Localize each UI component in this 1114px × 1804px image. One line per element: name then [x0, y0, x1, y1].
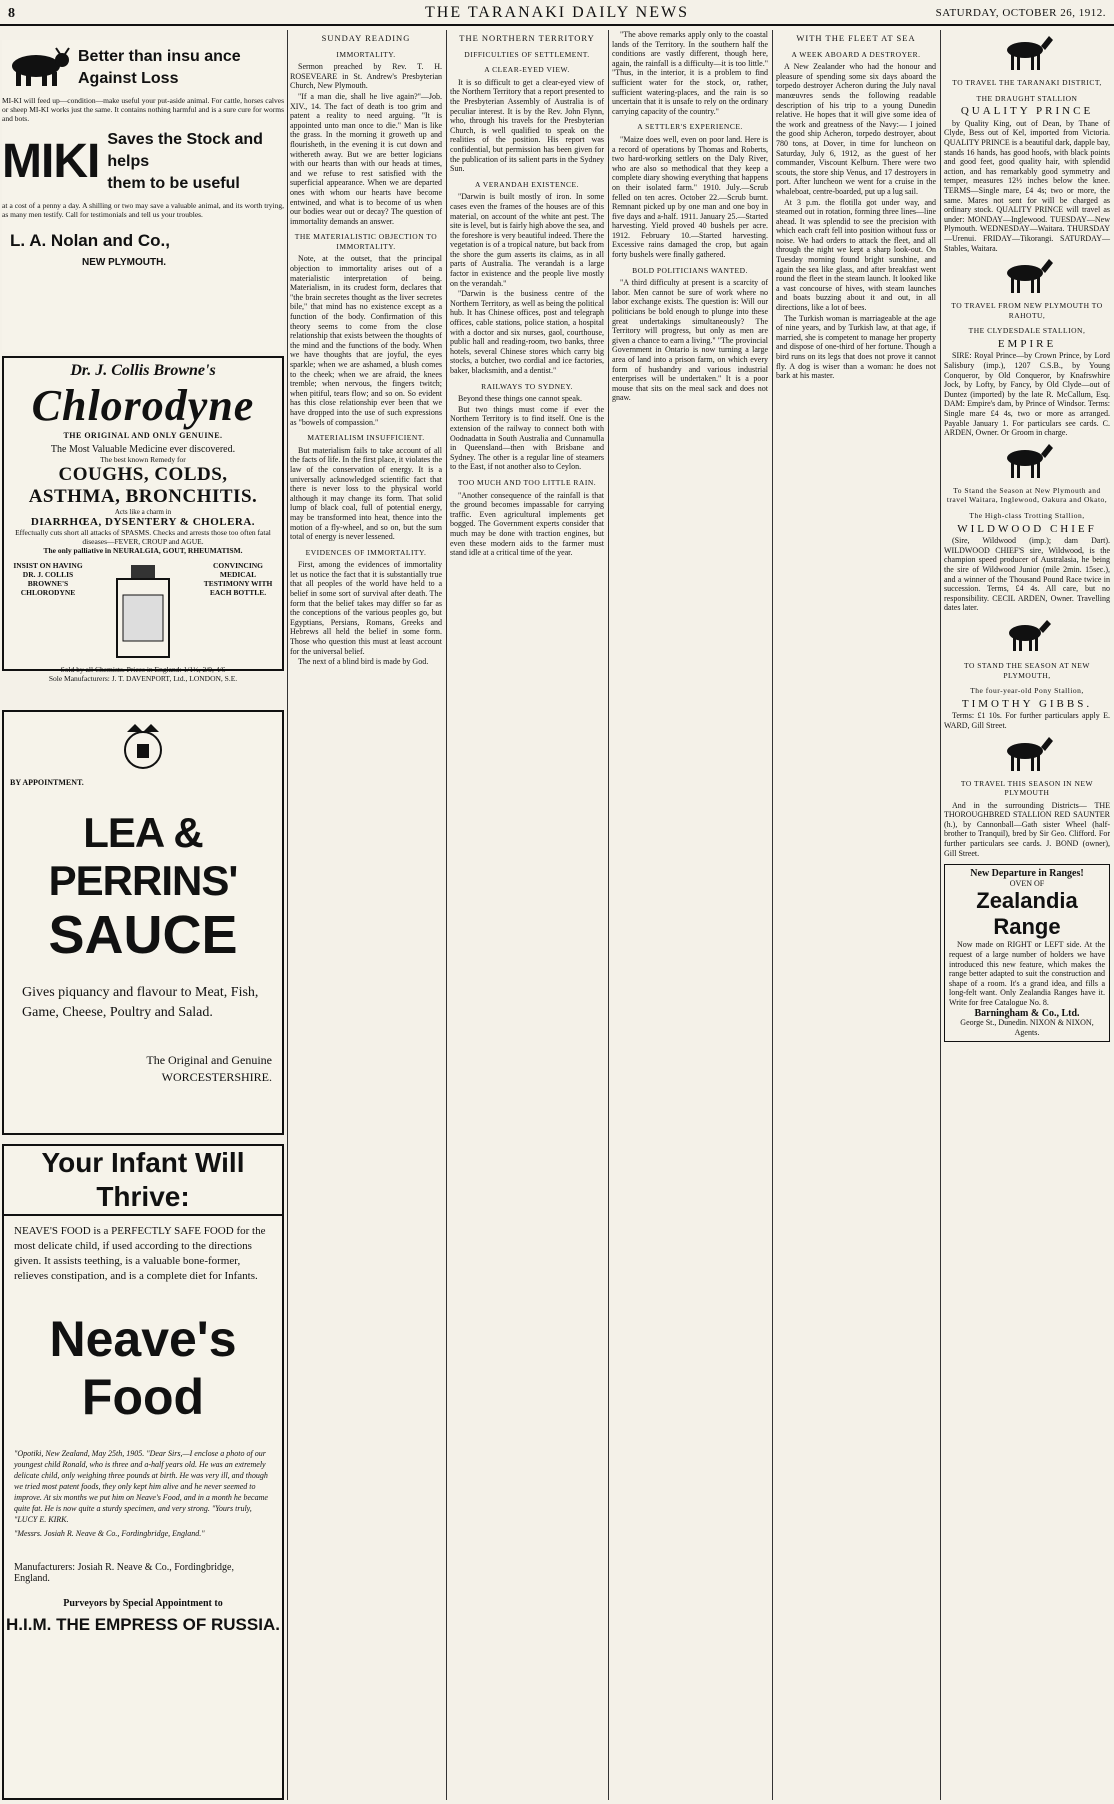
stallion-ad-heading: TO TRAVEL FROM NEW PLYMOUTH TO RAHOTU, [951, 301, 1103, 320]
stallion-ad-heading: To Stand the Season at New Plymouth and travel Waitara, Inglewood, Oakura and Okato, [946, 485, 1108, 505]
lea-perrins-description: Gives piquancy and flavour to Meat, Fish, Game, Cheese, Poultry and Salad. [22, 985, 259, 1020]
stallion-ad-text: SIRE: Royal Prince—by Crown Prince, by Lord Salisbury (imp.), 1207 C.S.B., by Young Conqueror, by Old Conqueror, by Knafrswhire Jock, by Lofty, by Fancy, by Old Clyde—out of Duntez (imported) by the late R. McCallum, Esq. DAM: Empire's dam, by Prince of Windsor. Terms: Single mare £4 4s, two or more as arranged. Payable January 1. For particulars see cards. C. ARDEN, Owner. Or Groom in charge. [944, 351, 1110, 438]
bottle-icon [95, 561, 191, 661]
pony-icon [997, 617, 1057, 655]
column-northern-territory [450, 30, 604, 1800]
column-fleet-at-sea [776, 30, 936, 1800]
article-paragraph: First, among the evidences of immortality let us notice the fact that it is substantially true that all peoples of the world have held to a belief in some sort of survival after death. The form that the belief takes may differ so far as the conceptions of the various peoples go, but Egyptians, Persians, Romans, Greeks and Hebrews all held the belief in some form. Those who question this must at least account for the universal belief. [290, 560, 442, 656]
advertisements-column [2, 30, 284, 1800]
stallion-name: TIMOTHY GIBBS. [961, 697, 1093, 710]
chlorodyne-maker: Sole Manufacturers: J. T. DAVENPORT, Ltd., LONDON, S.E. [48, 674, 238, 683]
article-title: DIFFICULTIES OF SETTLEMENT. [464, 49, 590, 59]
neave-headline: Your Infant Will Thrive: [4, 1146, 282, 1216]
horse-icon [997, 442, 1057, 480]
section-heading: WITH THE FLEET AT SEA [796, 33, 916, 43]
chlorodyne-line-1: COUGHS, COLDS, [58, 464, 228, 485]
article-title: A WEEK ABOARD A DESTROYER. [791, 49, 921, 59]
article-paragraph: "If a man die, shall he live again?"—Job. XIV., 14. The fact of death is too grim and patent a reality to need arguing. "It is appointed unto man once to die." Man is like the grass. In the morning it groweth up and flourisheth, in the evening it is cut down and withereth away. But we are better logicians with our hearts than with our heads at times, and we refuse to rest satisfied with the superficial appearance. When we are departed ones with whom our hearts have become entwined, and what is to become of us when our bodies wear out or decay? The question of immortality demands an answer. [290, 91, 442, 226]
miki-firm: L. A. Nolan and Co., [10, 231, 170, 250]
stallion-name: QUALITY PRINCE [960, 105, 1094, 118]
range-ad-oven: OVEN OF [1009, 878, 1045, 888]
article-paragraph: A New Zealander who had the honour and pleasure of spending some six days aboard the torpedo destroyer Acheron during the July naval manœuvres sends the following readable description of his trip to a young Dunedin relative. He hopes that it will give some idea of the work and greatness of the Navy:— I joined the good ship Acheron, torpedo destroyer, about 780 tons, at Dover, in time for luncheon on Saturday, July 6, 1912, as the guest of her commander, Viscount Kelburn. There were two scouts, the store ship Venus, and 17 destroyers in port. After luncheon we went for a cruise in the whaleboat, centre-boarded, put up a lug sail. [776, 62, 936, 196]
chlorodyne-convincing: CONVINCING MEDICAL TESTIMONY WITH EACH BOTTLE. [203, 561, 273, 597]
chlorodyne-best: The best known Remedy for [100, 455, 186, 464]
column-rule [446, 30, 447, 1800]
article-paragraph: "Darwin is built mostly of iron. In some cases even the frames of the houses are of this material, on account of the white ant pest. The site is level, but is fairly high above the sea, and the foreshore is very beautiful indeed. There the vegetation is of a tropical nature, but back from the shore the gum asserts its claims, as in all parts of Australia. The verandah is a large factor in existence and the people live mostly on the verandah." [450, 192, 604, 288]
stallion-ad-subheading: The four-year-old Pony Stallion, [970, 686, 1084, 696]
miki-brand: MIKI [2, 135, 100, 188]
stallion-ad-heading: TO STAND THE SEASON AT NEW PLYMOUTH, [964, 660, 1090, 680]
chlorodyne-line-2: ASTHMA, BRONCHITIS. [28, 486, 258, 507]
stallion-ad-subheading: THE CLYDESDALE STALLION, [968, 326, 1086, 336]
horse-icon [997, 257, 1057, 295]
column-rule [287, 30, 288, 1800]
appointment-label: BY APPOINTMENT. [10, 778, 84, 787]
sauce-title: SAUCE [48, 905, 238, 965]
stallion-ad-subheading: The High-class Trotting Stallion, [969, 511, 1085, 520]
miki-tagline-2: them to be useful [107, 175, 240, 192]
masthead [0, 0, 1114, 26]
neaves-food-advert [2, 1144, 284, 1800]
range-ad-name: Zealandia Range [976, 888, 1078, 940]
royal-crest-icon [113, 720, 173, 776]
range-ad-text: Now made on RIGHT or LEFT side. At the request of a large number of holders we have introduced this new feature, which makes the range better adapted to suit the construction and shape of a room. It's a grand idea, and fills a long-felt want. Only Zealandia Ranges have it. Write for free Catalogue No. 8. [949, 940, 1105, 1007]
column-rule [608, 30, 609, 1800]
chlorodyne-checks: Effectually cuts short all attacks of SPASMS. Checks and arrests those too often fatal diseases—FEVER, CROUP and AGUE. [15, 528, 271, 546]
lea-perrins-title: LEA & PERRINS' [48, 809, 238, 904]
article-subheading: A SETTLER'S EXPERIENCE. [637, 122, 743, 132]
article-paragraph: Beyond these things one cannot speak. [458, 394, 582, 404]
range-ad-address: George St., Dunedin. NIXON & NIXON, Agents. [960, 1018, 1094, 1037]
stallion-name: WILDWOOD CHIEF [957, 522, 1097, 535]
article-paragraph: "A third difficulty at present is a scarcity of labor. Men cannot be sure of work where no labor exchange exists. The question is: Will our politicians be bold enough to plunge into these great undertakings simultaneously? The Territory will progress, but only as men are given a chance to earn a living." "The provincial Government in Ontario is now turning a large area of land into a prison farm, on which every form of husbandry and various industrial enterprises will be undertaken." It is a poor mouse that sits on the meal sack and does not gnaw. [612, 278, 768, 403]
article-paragraph: "Maize does well, even on poor land. Here is a record of operations by Thomas and Roberts, two hard-working settlers on the Daly River, who are also so methodical that they keep a complete diary showing everything that happens on their isolated farm." 1910. July.—Scrub felled on ten acres. October 22.—Scrub burnt. Remnant picked up by one man and one boy in five days and a-half. 1911. January 25.—Started harvesting. Yield proved 40 bushels per acre. 1912. February 10.—Started harvesting. Excessive rains damaged the crop, but again forty bushels were finally gathered. [612, 134, 768, 260]
article-subheading: THE MATERIALISTIC OBJECTION TO IMMORTALITY. [294, 232, 438, 251]
stallion-name: EMPIRE [997, 337, 1057, 350]
lea-perrins-worcestershire: WORCESTERSHIRE. [161, 1070, 272, 1084]
miki-body: at a cost of a penny a day. A shilling or two may save a valuable animal, and its worth trying, as many men testify. Call for testimonials and tell us your troubles. [2, 201, 284, 219]
stallion-ad-text: (Sire, Wildwood (imp.); dam Dart). WILDWOOD CHIEF'S sire, Wildwood, is the champion speed producer of Australasia, he being the sire of Wildwood Junior (mile 2min. 15sec.), and a winner of the Thousand Pound Race twice in succession. Terms, £4 4s. All care, but no responsibility. CECIL ARDEN, Owner. Travelling dates later. [944, 536, 1110, 613]
lea-perrins-original: The Original and Genuine [146, 1053, 272, 1067]
chlorodyne-charm: Acts like a charm in [114, 508, 172, 516]
stallion-ad-subheading: THE DRAUGHT STALLION [976, 93, 1078, 103]
article-subheading: BOLD POLITICIANS WANTED. [632, 265, 748, 275]
chlorodyne-sold: Sold by all Chemists. Prices in England: 1/1½, 2/9, 4/6 [60, 665, 226, 674]
miki-advert [2, 40, 284, 352]
range-ad-heading: New Departure in Ranges! [970, 868, 1084, 880]
chlorodyne-insist: INSIST ON HAVING DR. J. COLLIS BROWNE'S CHLORODYNE [13, 561, 83, 597]
stallion-ad-heading: TO TRAVEL THIS SEASON IN NEW PLYMOUTH [960, 778, 1094, 798]
chlorodyne-palliative: The only palliative in NEURALGIA, GOUT, RHEUMATISM. [43, 546, 243, 555]
section-heading: THE NORTHERN TERRITORY [459, 33, 595, 43]
chlorodyne-brand: Dr. J. Collis Browne's [70, 362, 216, 379]
miki-headline-1: Better than insu ance [78, 48, 241, 65]
neave-body: NEAVE'S FOOD is a PERFECTLY SAFE FOOD for the most delicate child, if used according to the directions given. It assists teething, is a valuable bone-former, relieves constipation, and is a complete diet for Infants. [14, 1225, 266, 1282]
article-paragraph: At 3 p.m. the flotilla got under way, and steamed out in rotation, forming three lines—line ahead. It was splendid to see the precision with which each craft fell into position without fuss or noise. We had orders to attack the fleet, and all through the night we kept a sharp look-out. On Tuesday morning found bright sunshine, and again the sea like glass, and after breakfast went round the fleet in the steam launch. It looked like a vast concourse of hives, with steam launches and boats buzzing about it and out, in all directions, like a lot of bees. [776, 197, 936, 313]
column-sunday-reading [290, 30, 442, 1800]
horse-icon [997, 735, 1057, 773]
section-heading: SUNDAY READING [321, 33, 411, 43]
neave-brand: Neave's Food [49, 1311, 237, 1425]
chlorodyne-subtitle: THE ORIGINAL AND ONLY GENUINE. [63, 431, 223, 440]
article-byline: Sermon preached by Rev. T. H. ROSEVEARE in St. Andrew's Presbyterian Church, New Plymouth. [290, 62, 442, 91]
neave-address: "Messrs. Josiah R. Neave & Co., Fordingbridge, England." [14, 1529, 205, 1538]
article-paragraph: It is so difficult to get a clear-eyed view of the Northern Territory that a report presented to the Presbyterian Assembly of Australia is of peculiar interest. It is by the Rev. John Flynn, who, through his travels for the Presbyterian Church, is well qualified to speak on the realities of the position. His report was confidential, but permission has been given for the publication of its salient parts in the Sydney Sun. [450, 77, 604, 174]
article-subheading: EVIDENCES OF IMMORTALITY. [305, 547, 427, 557]
article-paragraph: The next of a blind bird is made by God. [298, 657, 429, 667]
article-subheading: TOO MUCH AND TOO LITTLE RAIN. [457, 477, 597, 487]
column-territory-continued [612, 30, 768, 1800]
article-subheading: A VERANDAH EXISTENCE. [475, 179, 579, 189]
range-ad-firm: Barningham & Co., Ltd. [974, 1007, 1080, 1019]
chlorodyne-title: Chlorodyne [31, 381, 255, 430]
article-title: IMMORTALITY. [336, 49, 396, 59]
stallion-ad-text: by Quality King, out of Dean, by Thane of Clyde, Bess out of Kel, imported from Victoria. QUALITY PRINCE is a beautiful dark, dapple bay, stands 16 hands, has good hoofs, with black points and good feet, good quality hair, with splendid action, and has remarkably good symmetry and temper, measures 12½ inches below the knee. TERMS—Single mare, £4 4s; two or more, the same. Mares not sent for will be charged as ordinary stock. QUALITY PRINCE will travel as under: MONDAY—Inglewood. TUESDAY—New Plymouth. WEDNESDAY—Waitara. THURSDAY—Urenui. FRIDAY—Tikorangi. SATURDAY—Stables, Waitara. [944, 118, 1110, 253]
page-number: 8 [8, 6, 15, 21]
article-paragraph: But materialism fails to take account of all the facts of life. In the first place, it violates the law of the conservation of energy. It is a universally acknowledged scientific fact that there is never loss to the physical world although it may change its form. That solid lump of black coal, full of potential energy, may be transformed into heat, thence into the motion of a fly-wheel, and so on, but the sum total of energy is never lessened. [290, 445, 442, 542]
neave-testimonial: "Opotiki, New Zealand, May 25th, 1905. "Dear Sirs,—I enclose a photo of our youngest child Ronald, who is three and a-half years old. He was an extremely delicate child, only weighing three pounds at birth. He was very ill, and though we tried most patent foods, they only kept him alive and he never seemed to improve. At six months we put him on Neave's Food, and in a month he became quite fat. He is now quite a sturdy specimen, and very strong. "Yours truly, "LUCY E. KIRK. [14, 1449, 268, 1524]
column-rule [772, 30, 773, 1800]
article-paragraph: But two things must come if ever the Northern Territory is to find itself. One is the extension of the railway to connect both with Oodnadatta in South Australia and Cunnamulla in Queensland—then with Brisbane and Sydney. The other is a regular line of steamers to the East, if not another also to Ceylon. [450, 404, 604, 472]
article-subtitle: A CLEAR-EYED VIEW. [484, 65, 570, 75]
article-paragraph: "Darwin is the business centre of the Northern Territory, as well as being the political hub. It has Chinese offices, post and telegraph offices, cable stations, police station, a hospital with a doctor and six nurses, gaol, courthouse, public hall and reading-room, two banks, three hotels, several Chinese stores which carry big stocks, a butcher, two cordial and ice factories, baker, blacksmith, and a dentist." [450, 289, 604, 375]
stallion-ad-heading: TO TRAVEL THE TARANAKI DISTRICT, [952, 78, 1102, 87]
article-paragraph: The Turkish woman is marriageable at the age of nine years, and by Turkish law, at that age, if married, she is competent to manage her property and dispose of one-third of her fortune. Though a bird runs on its legs that does not prove it cannot fly. A dog is wiser than a woman: he does not bark at his master. [776, 313, 936, 381]
horse-icon [997, 34, 1057, 72]
article-subheading: RAILWAYS TO SYDNEY. [481, 381, 573, 391]
article-paragraph: "The above remarks apply only to the coastal lands of the Territory. In the southern half the conditions are vastly different, though here, again, the rainfall is a difficulty—it is too little." "Thus, in the interior, it is a problem to find sufficient water for the stock, or, rather, sufficient watering-places, and the rain is so uncertain that it is unsafe to rely on the ordinary carrying capacity of the country." [612, 30, 768, 116]
issue-date: SATURDAY, OCTOBER 26, 1912. [935, 7, 1106, 19]
bull-icon [2, 46, 72, 90]
article-subheading: MATERIALISM INSUFFICIENT. [307, 433, 425, 443]
newspaper-title: THE TARANAKI DAILY NEWS [425, 4, 689, 21]
miki-headline-2: Against Loss [78, 70, 179, 87]
miki-town: NEW PLYMOUTH. [82, 257, 167, 268]
article-paragraph: "Another consequence of the rainfall is that the ground becomes impassable for carrying traffic. Even agricultural implements get bogged. The Government experts consider that much may be done with traction engines, but even these modern aids to the farmer must stand idle at a critical time of the year. [450, 490, 604, 558]
neave-empress: H.I.M. THE EMPRESS OF RUSSIA. [6, 1615, 280, 1634]
lea-perrins-advert [2, 710, 284, 1135]
column-classified-ads [944, 30, 1110, 1800]
column-rule [940, 30, 941, 1800]
miki-tagline-1: Saves the Stock and helps [107, 131, 263, 170]
stallion-ad-text: Terms: £1 10s. For further particulars apply E. WARD, Gill Street. [944, 711, 1110, 730]
chlorodyne-line-3: DIARRHŒA, DYSENTERY & CHOLERA. [30, 516, 256, 528]
miki-intro: MI-KI will feed up—condition—make useful your put-aside animal. For cattle, horses calves or sheep MI-KI works just the same. It contains nothing harmful and is a sure cure for worms and bots. [2, 96, 284, 123]
neave-purveyors: Purveyors by Special Appointment to [63, 1598, 223, 1609]
chlorodyne-advert [2, 356, 284, 683]
stallion-ad-text: And in the surrounding Districts— THE THOROUGHBRED STALLION RED SAUNTER (h.), by Cannonball—Gath sister Wheel (half-brother to Tranquil), bred by Sir Geo. Clifford. For further particulars see cards. J. BOND (owner), Gill Street. [944, 800, 1110, 858]
zealandia-range-advert [944, 864, 1110, 1042]
neave-makers: Manufacturers: Josiah R. Neave & Co., Fordingbridge, England. [14, 1562, 234, 1584]
article-paragraph: Note, at the outset, that the principal objection to immortality arises out of a materialistic interpretation of being. Materialism, in its crudest form, declares that "the brain secretes thought as the liver secretes bile," that mind has no existence except as a function of the body. Confirmation of this theory seems to come from the close relationship that exists between the thoughts of the mind and the functions of the body. When we have thoughts that are joyful, the eyes sparkle; when we are ashamed, a blush comes to the cheek; when we are afraid, the knees tremble; when nervous, the fingers twitch; when pitiful, tears flow; and so on. So evident has this close relationship ever been that we have dropped into the use of such expressions as "bowels of compassion." [290, 254, 442, 427]
chlorodyne-valuable: The Most Valuable Medicine ever discovered. [50, 444, 236, 455]
